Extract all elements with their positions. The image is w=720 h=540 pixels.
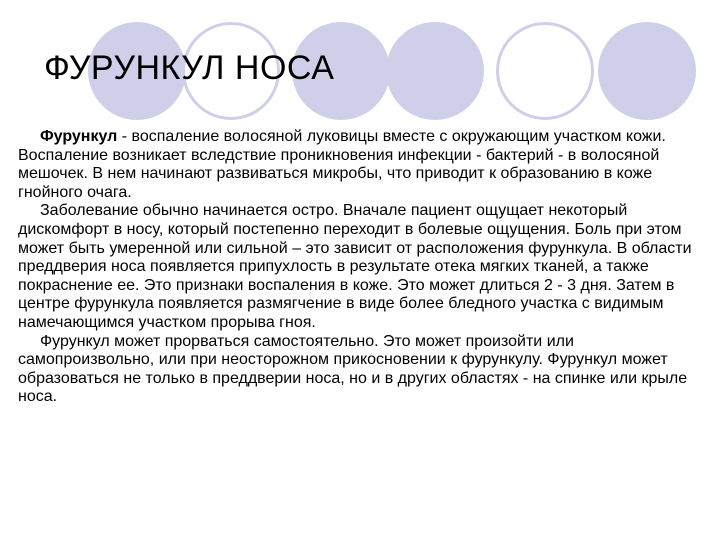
paragraph-1 [18,128,703,202]
paragraph-3 [18,333,703,407]
term-bold: Фурункул [40,128,118,145]
decor-ring-2 [496,22,594,120]
slide-title: ФУРУНКУЛ НОСА [44,49,335,87]
paragraph-2-text: Заболевание обычно начинается остро. Вначале пациент ощущает некоторый дискомфорт в носу, который постепенно переходит в болевые ощущения. Боль при этом может быть умеренной или сильной – это зависит от расположения фурункула. В области преддверия носа появляется припухлость в результате отека мягких тканей, а также покраснение ее. Это признаки воспаления в коже. Это может длиться 2 - 3 дня. Затем в центре фурункула появляется размягчение в виде более бледного участка с видимым намечающимся участком прорыва гноя. [18,202,692,331]
paragraph-2 [18,202,703,332]
paragraph-1-text: - воспаление волосяной луковицы вместе с окружающим участком кожи. Воспаление возникает вследствие проникновения инфекции - бактерий - в волосяной мешочек. В нем начинают развиваться микробы, что приводит к образованию в коже гнойного очага. [18,128,666,201]
decor-circle-3 [386,22,484,120]
paragraph-3-text: Фурункул может прорваться самостоятельно. Это может произойти или самопроизвольно, или при неосторожном прикосновении к фурункулу. Фурункул может образоваться не только в преддверии носа, но и в других областях - на спинке или крыле носа. [18,332,688,406]
slide-body [18,128,703,407]
decor-circle-4 [598,22,696,120]
